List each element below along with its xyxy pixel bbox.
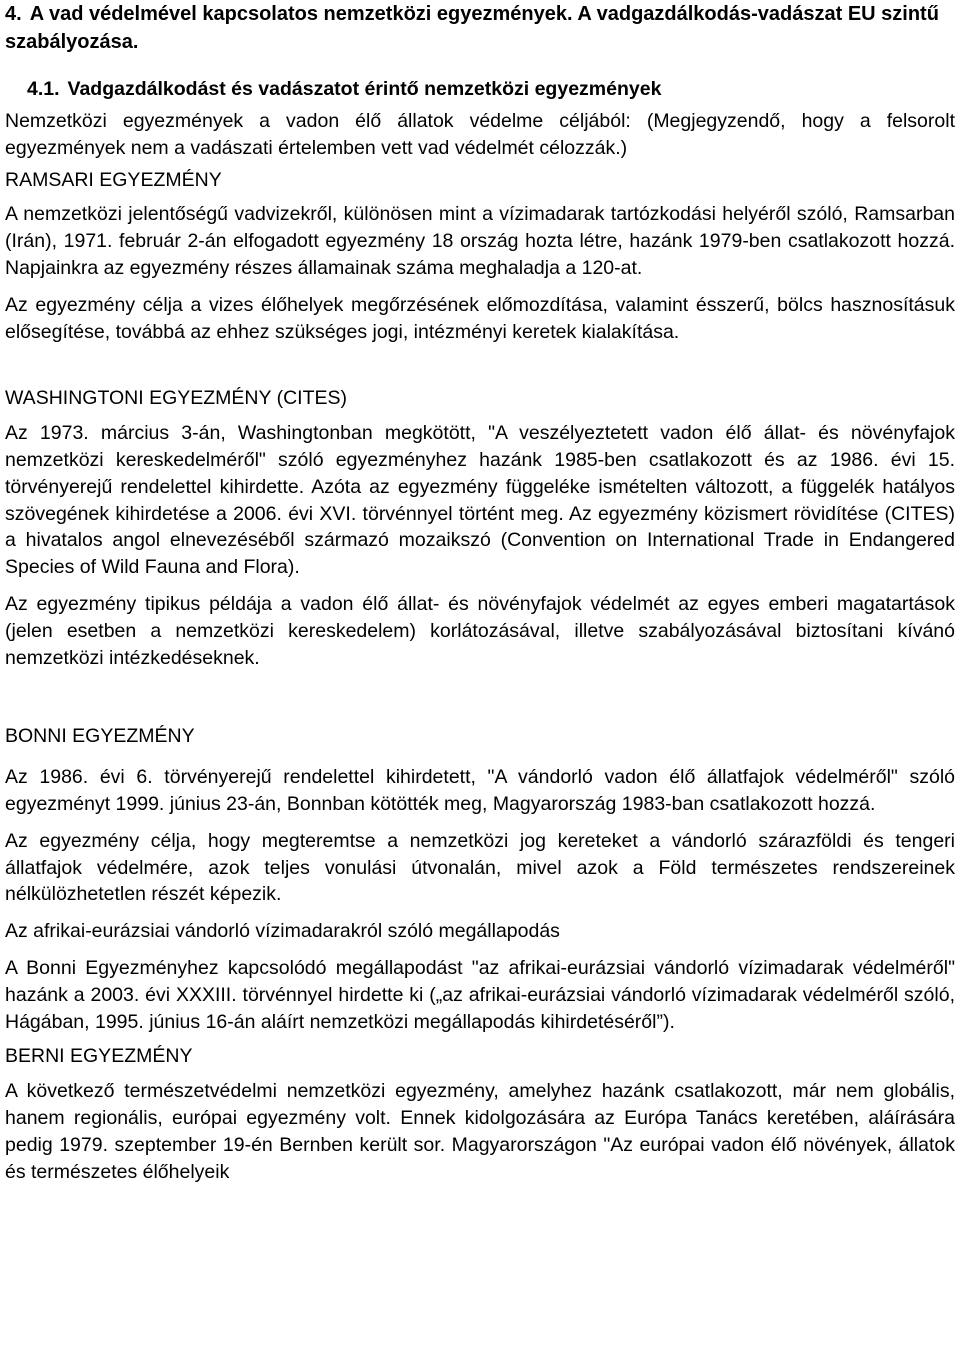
bonn-paragraph-2: Az egyezmény célja, hogy megteremtse a nemzetközi jog kereteket a vándorló szárazföldi és tengeri állatfajok védelmére, azok teljes vonulási útvonalán, mivel azok a Föld természetes rendszereinek nélkülözhetetlen részét képezik. (5, 829, 955, 906)
cites-paragraph-1: Az 1973. március 3-án, Washingtonban megkötött, "A veszélyeztetett vadon élő állat- és növényfajok nemzetközi kereskedelméről" szóló egyezményhez hazánk 1985-ben csatlakozott és az 1986. évi 15. törvényerejű rendelettel kihirdette. Azóta az egyezmény függeléke ismételten változott, a függelék hatályos szövegének kihirdetése a 2006. évi XVI. törvénnyel történt meg. Az egyezmény közismert rövidítése (CITES) a hivatalos angol elnevezéséből származó mozaikszó (Convention on International Trade in Endangered Species of Wild Fauna and Flora). (5, 422, 955, 579)
cites-paragraph-2: Az egyezmény tipikus példája a vadon élő állat- és növényfajok védelmét az egyes emberi magatartások (jelen esetben a nemzetközi kereskedelem) korlátozásával, illetve szabályozásával biztosítani kívánó nemzetközi intézkedéseknek. (5, 592, 955, 669)
ramsar-paragraph-2: Az egyezmény célja a vizes élőhelyek megőrzésének előmozdítása, valamint ésszerű, bölcs hasznosításuk elősegítése, továbbá az ehhez szükséges jogi, intézményi keretek kialakítása. (5, 293, 955, 343)
section-number: 4.1. (27, 78, 60, 100)
bern-paragraph-1: A következő természetvédelmi nemzetközi egyezmény, amelyhez hazánk csatlakozott, már nem globális, hanem regionális, európai egyezmény volt. Ennek kidolgozására az Európa Tanács keretében, aláírására pedig 1979. szeptember 19-én Bernben került sor. Magyarországon "Az európai vadon élő növények, állatok és természetes élőhelyeik (5, 1080, 955, 1183)
aewa-paragraph: A Bonni Egyezményhez kapcsolódó megállapodást "az afrikai-eurázsiai vándorló vízimadarak védelméről" hazánk a 2003. évi XXXIII. törvénnyel hirdette ki („az afrikai-eurázsiai vándorló vízimadarak védelméről szóló, Hágában, 1995. június 16-án aláírt nemzetközi megállapodás kihirdetéséről”). (5, 956, 955, 1033)
ramsar-paragraph-1: A nemzetközi jelentőségű vadvizekről, különösen mint a vízimadarak tartózkodási helyéről szóló, Ramsarban (Irán), 1971. február 2-án elfogadott egyezmény 18 ország hozta létre, hazánk 1979-ben csatlakozott hozzá. Napjainkra az egyezmény részes államainak száma meghaladja a 120-at. (5, 203, 955, 279)
cites-heading: WASHINGTONI EGYEZMÉNY (CITES) (5, 387, 348, 410)
aewa-heading: Az afrikai-eurázsiai vándorló vízimadarakról szóló megállapodás (5, 920, 560, 943)
ramsar-heading: RAMSARI EGYEZMÉNY (5, 168, 222, 191)
bern-heading: BERNI EGYEZMÉNY (5, 1045, 193, 1068)
intro-paragraph: Nemzetközi egyezmények a vadon élő állatok védelme céljából: (Megjegyzendő, hogy a felsorolt egyezmények nem a vadászati értelemben vett vad védelmét célozzák.) (5, 110, 955, 159)
section-title: Vadgazdálkodást és vadászatot érintő nemzetközi egyezmények (67, 78, 662, 100)
chapter-number: 4. (5, 3, 22, 25)
chapter-title: A vad védelmével kapcsolatos nemzetközi egyezmények. A vadgazdálkodás-vadászat EU szintű szabályozása. (5, 3, 939, 53)
bonn-paragraph-1: Az 1986. évi 6. törvényerejű rendelettel kihirdetett, "A vándorló vadon élő állatfajok védelméről" szóló egyezményt 1999. június 23-án, Bonnban kötötték meg, Magyarország 1983-ban csatlakozott hozzá. (5, 766, 955, 815)
bonn-heading: BONNI EGYEZMÉNY (5, 725, 195, 748)
section-heading (27, 75, 955, 103)
chapter-heading (5, 0, 955, 56)
document-page (5, 0, 955, 1185)
